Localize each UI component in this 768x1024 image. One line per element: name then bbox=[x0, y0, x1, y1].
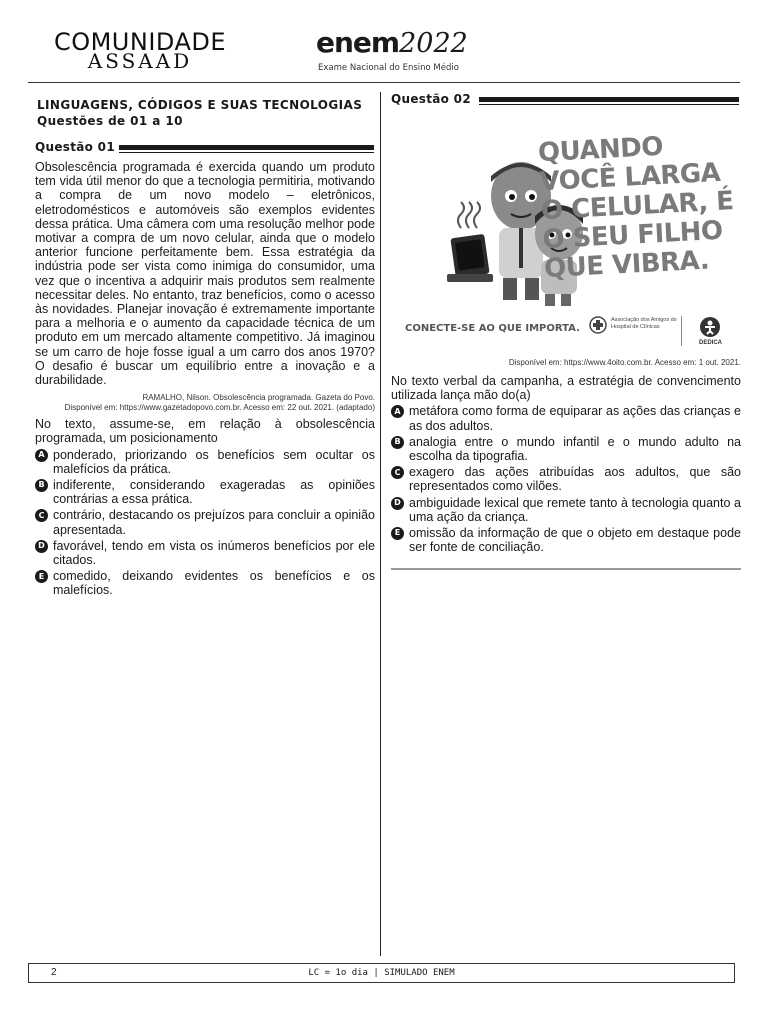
question-02-header bbox=[391, 92, 741, 108]
alternative-text: indiferente, considerando exageradas as opiniões contrárias a essa prática. bbox=[53, 478, 375, 507]
alternative-b[interactable] bbox=[391, 435, 741, 463]
alternative-e[interactable] bbox=[391, 526, 741, 554]
alternative-text: metáfora como forma de equiparar as ações das crianças e as dos adultos. bbox=[409, 404, 741, 433]
question-01-bar bbox=[117, 145, 374, 150]
brand-line1: COMUNIDADE bbox=[53, 28, 227, 56]
question-01-prompt: No texto, assume-se, em relação à obsolescência programada, um posicionamento bbox=[35, 417, 375, 446]
alternative-marker: D bbox=[35, 540, 48, 553]
alternative-marker: C bbox=[35, 509, 48, 522]
question-02-label: Questão 02 bbox=[391, 92, 475, 106]
question-01-alternatives bbox=[35, 448, 375, 598]
enem-year: 2022 bbox=[399, 28, 468, 59]
brand-line2: ASSAAD bbox=[87, 49, 193, 73]
logo-separator bbox=[681, 316, 682, 346]
alternative-text: comedido, deixando evidentes os benefícios e os malefícios. bbox=[53, 569, 375, 598]
footer-text: LC = 1o dia | SIMULADO ENEM bbox=[308, 968, 455, 978]
alternative-text: ambiguidade lexical que remete tanto à tecnologia quanto a uma ação da criança. bbox=[409, 495, 741, 524]
alternative-marker: A bbox=[391, 405, 404, 418]
question-02-source: Disponível em: https://www.4oito.com.br. Acesso em: 1 out. 2021. bbox=[508, 358, 741, 367]
enem-subtitle: Exame Nacional do Ensino Médio bbox=[318, 63, 459, 73]
alternative-d[interactable] bbox=[391, 496, 741, 524]
alternative-d[interactable] bbox=[35, 539, 375, 567]
question-01-source-url: Disponível em: https://www.gazetadopovo.com.br. Acesso em: 22 out. 2021. (adaptado) bbox=[64, 403, 375, 413]
dedica-logo-icon bbox=[699, 316, 721, 338]
area-subtitle: Questões de 01 a 10 bbox=[37, 114, 183, 128]
association-name: Associação dos Amigos do Hospital de Clínicas bbox=[611, 317, 677, 330]
question-01-text: Obsolescência programada é exercida quando um produto tem vida útil menor do que a tecnologia permitiria, motivando a compra de um novo modelo – eletrônicos, eletrodomésticos e automóveis são exemplos evidentes dessa prática. Uma câmera com uma resolução melhor pode motivar a compra de um novo celular, ainda que o modelo anterior funcione perfeitamente bem. Essa estratégia da indústria pode ser vista como inimiga do consumidor, uma vez que o incentiva a adquirir mais produtos sem realmente necessitar deles. No entanto, traz benefícios, como o acesso às novidades. Planejar inovação é extremamente importante para a melhoria e o aumento da capacidade técnica de um produto em um mercado altamente competitivo. Já imaginou se um carro de hoje fosse igual a um carro dos anos 1970? O desafio é buscar um equilíbrio entre a inovação e a durabilidade. bbox=[35, 160, 375, 388]
alternative-text: omissão da informação de que o objeto em destaque pode ser fonte de conciliação. bbox=[409, 526, 741, 555]
alternative-marker: B bbox=[35, 479, 48, 492]
enem-logo bbox=[316, 26, 468, 73]
left-column bbox=[35, 98, 375, 598]
alternative-c[interactable] bbox=[35, 508, 375, 536]
alternative-text: favorável, tendo em vista os inúmeros benefícios por ele citados. bbox=[53, 538, 375, 568]
question-02-bar bbox=[479, 97, 739, 102]
question-02-prompt: No texto verbal da campanha, a estratégia de convencimento utilizada lança mão do(a) bbox=[391, 374, 741, 403]
question-02-alternatives bbox=[391, 404, 741, 554]
right-column bbox=[391, 92, 741, 570]
laptop-illustration bbox=[447, 202, 493, 282]
page-number: 2 bbox=[51, 967, 57, 978]
alternative-a[interactable] bbox=[391, 404, 741, 432]
alternative-text: exagero das ações atribuídas aos adultos, que são representados como vilões. bbox=[409, 465, 741, 494]
header-divider bbox=[28, 82, 740, 83]
question-01-label: Questão 01 bbox=[35, 140, 119, 154]
campaign-tagline: CONECTE-SE AO QUE IMPORTA. bbox=[405, 323, 580, 334]
question-end-divider bbox=[391, 568, 741, 570]
alternative-marker: B bbox=[391, 436, 404, 449]
alternative-marker: C bbox=[391, 466, 404, 479]
alternative-a[interactable] bbox=[35, 448, 375, 476]
dedica-label: DEDICA bbox=[699, 340, 723, 346]
campaign-image bbox=[391, 116, 741, 356]
question-01-header bbox=[35, 140, 375, 156]
alternative-marker: E bbox=[35, 570, 48, 583]
alternative-e[interactable] bbox=[35, 569, 375, 597]
page-footer bbox=[28, 963, 735, 983]
alternative-marker: A bbox=[35, 449, 48, 462]
area-title: LINGUAGENS, CÓDIGOS E SUAS TECNOLOGIAS bbox=[37, 98, 363, 112]
question-01-source-author: RAMALHO, Nilson. Obsolescência programada. Gazeta do Povo. bbox=[142, 393, 375, 403]
alternative-marker: E bbox=[391, 527, 404, 540]
alternative-text: contrário, destacando os prejuízos para concluir a opinião apresentada. bbox=[53, 508, 375, 537]
alternative-marker: D bbox=[391, 497, 404, 510]
alternative-c[interactable] bbox=[391, 465, 741, 493]
column-divider bbox=[380, 92, 381, 956]
campaign-slogan: QUANDO VOCÊ LARGA O CELULAR, É O SEU FILHO QUE VIBRA. bbox=[537, 131, 735, 285]
alternative-text: analogia entre o mundo infantil e o mundo adulto na escolha da tipografia. bbox=[409, 434, 741, 464]
hospital-cross-icon bbox=[589, 316, 607, 334]
alternative-b[interactable] bbox=[35, 478, 375, 506]
brand-logo bbox=[40, 28, 240, 73]
enem-wordmark: enem bbox=[316, 26, 400, 59]
alternative-text: ponderado, priorizando os benefícios sem ocultar os malefícios da prática. bbox=[53, 447, 375, 476]
